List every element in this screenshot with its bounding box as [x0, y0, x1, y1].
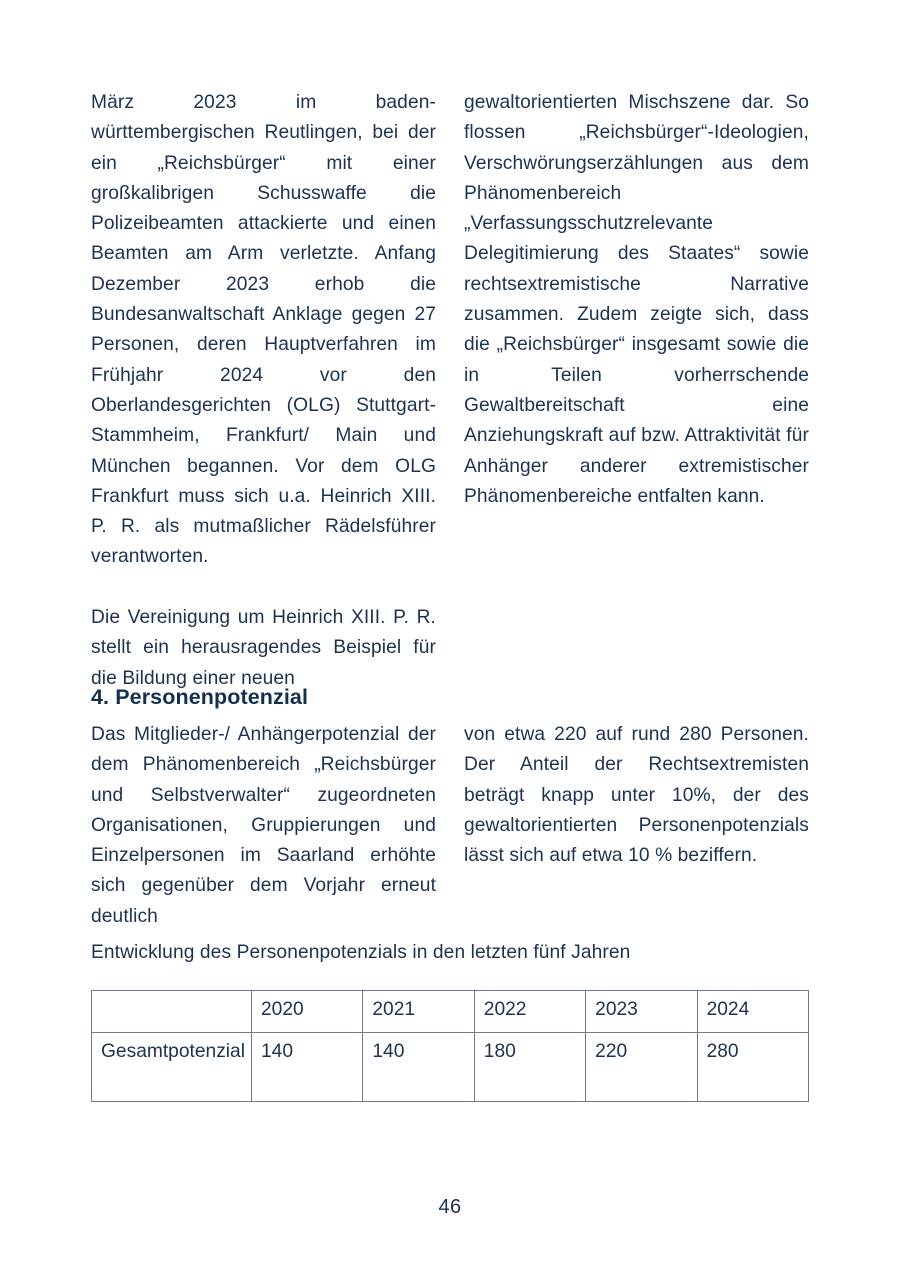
section4-columns	[91, 720, 809, 932]
table-corner-cell	[92, 991, 252, 1033]
table-header-cell-2023: 2023	[586, 991, 697, 1033]
table-cell-2022: 180	[474, 1033, 585, 1102]
table-header	[92, 991, 809, 1033]
section-personenpotenzial	[91, 683, 809, 932]
table-caption: Entwicklung des Personenpotenzials in den letzten fünf Jahren	[91, 942, 631, 963]
table-header-cell-2022: 2022	[474, 991, 585, 1033]
section4-column-left	[91, 720, 436, 932]
table-row-label: Gesamtpotenzial	[92, 1033, 252, 1102]
table-header-cell-2024: 2024	[697, 991, 808, 1033]
table-cell-2020: 140	[252, 1033, 363, 1102]
section4-paragraph-left: Das Mitglieder-/ Anhängerpotenzial der dem Phänomenbereich „Reichsbürger und Selbstverwalter“ zugeordneten Organisationen, Gruppierungen und Einzelpersonen im Saarland erhöhte sich gegenüber dem Vorjahr erneut deutlich	[91, 724, 436, 927]
table-cell-2023: 220	[586, 1033, 697, 1102]
table-header-row	[92, 991, 809, 1033]
body-column-left	[91, 88, 436, 694]
table-row	[92, 1033, 809, 1102]
body-columns	[91, 88, 809, 694]
paragraph-left-2: Die Vereinigung um Heinrich XIII. P. R. stellt ein herausragendes Beispiel für die Bildung einer neuen	[91, 607, 436, 689]
table-block	[91, 940, 809, 1102]
table-cell-2021: 140	[363, 1033, 474, 1102]
section-heading: 4. Personenpotenzial	[91, 685, 309, 709]
paragraph-left-1: März 2023 im baden-württembergischen Reutlingen, bei der ein „Reichsbürger“ mit einer großkalibrigen Schusswaffe die Polizeibeamten attackierte und einen Beamten am Arm verletzte. Anfang Dezember 2023 erhob die Bundesanwaltschaft Anklage gegen 27 Personen, deren Hauptverfahren im Frühjahr 2024 vor den Oberlandesgerichten (OLG) Stuttgart-Stammheim, Frankfurt/ Main und München begannen. Vor dem OLG Frankfurt muss sich u.a. Heinrich XIII. P. R. als mutmaßlicher Rädelsführer verantworten.	[91, 92, 436, 568]
page-number: 46	[438, 1196, 462, 1218]
table-header-cell-2021: 2021	[363, 991, 474, 1033]
section4-paragraph-right: von etwa 220 auf rund 280 Personen. Der Anteil der Rechtsextremisten beträgt knapp unter 10%, der des gewaltorientierten Personenpotenzials lässt sich auf etwa 10 % beziffern.	[464, 724, 809, 867]
table-header-cell-2020: 2020	[252, 991, 363, 1033]
table-body	[92, 1033, 809, 1102]
section4-column-right	[464, 720, 809, 932]
body-column-right	[464, 88, 809, 694]
personenpotenzial-table	[91, 990, 809, 1102]
paragraph-right-1: gewaltorientierten Mischszene dar. So flossen „Reichsbürger“-Ideologien, Verschwörungserzählungen aus dem Phänomenbereich „Verfassungsschutzrelevante Delegitimierung des Staates“ sowie rechtsextremistische Narrative zusammen. Zudem zeigte sich, dass die „Reichsbürger“ insgesamt sowie die in Teilen vorherrschende Gewaltbereitschaft eine Anziehungskraft auf bzw. Attraktivität für Anhänger anderer extremistischer Phänomenbereiche entfalten kann.	[464, 92, 809, 507]
table-cell-2024: 280	[697, 1033, 808, 1102]
